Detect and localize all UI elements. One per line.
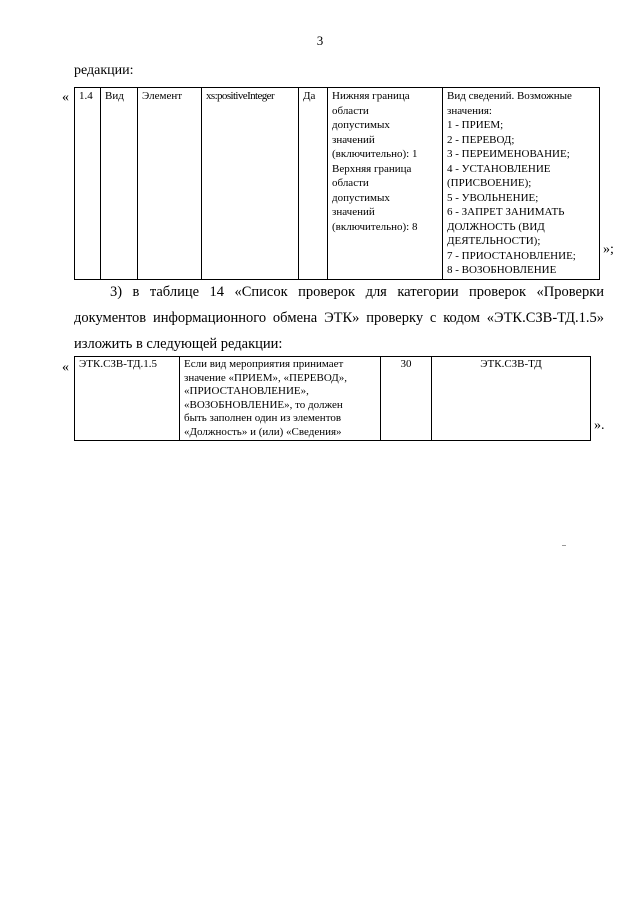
intro-text: редакции: xyxy=(74,63,134,78)
scan-mark xyxy=(562,545,566,546)
elements-table xyxy=(74,87,600,280)
cell-check-description: Если вид мероприятия принимает значение «ПРИЕМ», «ПЕРЕВОД», «ПРИОСТАНОВЛЕНИЕ», «ВОЗОБНОВЛЕНИЕ», то должен быть заполнен один из элементов «Должность» и (или) «Сведения» xyxy=(180,357,381,441)
paragraph-line: изложить в следующей редакции: xyxy=(74,336,283,352)
cell-name: Вид xyxy=(101,88,138,280)
closing-quote-2: ». xyxy=(594,418,605,433)
checks-table xyxy=(74,356,591,441)
cell-number: 1.4 xyxy=(75,88,101,280)
cell-description: Вид сведений. Возможные значения: 1 - ПРИЕМ; 2 - ПЕРЕВОД; 3 - ПЕРЕИМЕНОВАНИЕ; 4 - УСТАНОВЛЕНИЕ (ПРИСВОЕНИЕ); 5 - УВОЛЬНЕНИЕ; 6 - ЗАПРЕТ ЗАНИМАТЬ ДОЛЖНОСТЬ (ВИД ДЕЯТЕЛЬНОСТИ); 7 - ПРИОСТАНОВЛЕНИЕ; 8 - ВОЗОБНОВЛЕНИЕ xyxy=(443,88,600,280)
cell-constraints: Нижняя граница области допустимых значений (включительно): 1 Верхняя граница области допустимых значений (включительно): 8 xyxy=(328,88,443,280)
cell-type: xs:positiveInteger xyxy=(202,88,299,280)
closing-quote-1: »; xyxy=(603,242,614,257)
paragraph-line: документов информационного обмена ЭТК» проверку с кодом «ЭТК.СЗВ-ТД.1.5» xyxy=(74,310,604,326)
paragraph-line: 3) в таблице 14 «Список проверок для категории проверок «Проверки xyxy=(110,284,604,300)
opening-quote-2: « xyxy=(62,360,69,375)
instruction-paragraph xyxy=(74,279,604,357)
opening-quote-1: « xyxy=(62,90,69,105)
cell-required: Да xyxy=(299,88,328,280)
cell-check-number: 30 xyxy=(381,357,432,441)
cell-check-document: ЭТК.СЗВ-ТД xyxy=(432,357,591,441)
page-number: 3 xyxy=(316,33,324,48)
cell-kind: Элемент xyxy=(138,88,202,280)
table-row xyxy=(75,357,591,441)
cell-check-code: ЭТК.СЗВ-ТД.1.5 xyxy=(75,357,180,441)
table-row xyxy=(75,88,600,280)
